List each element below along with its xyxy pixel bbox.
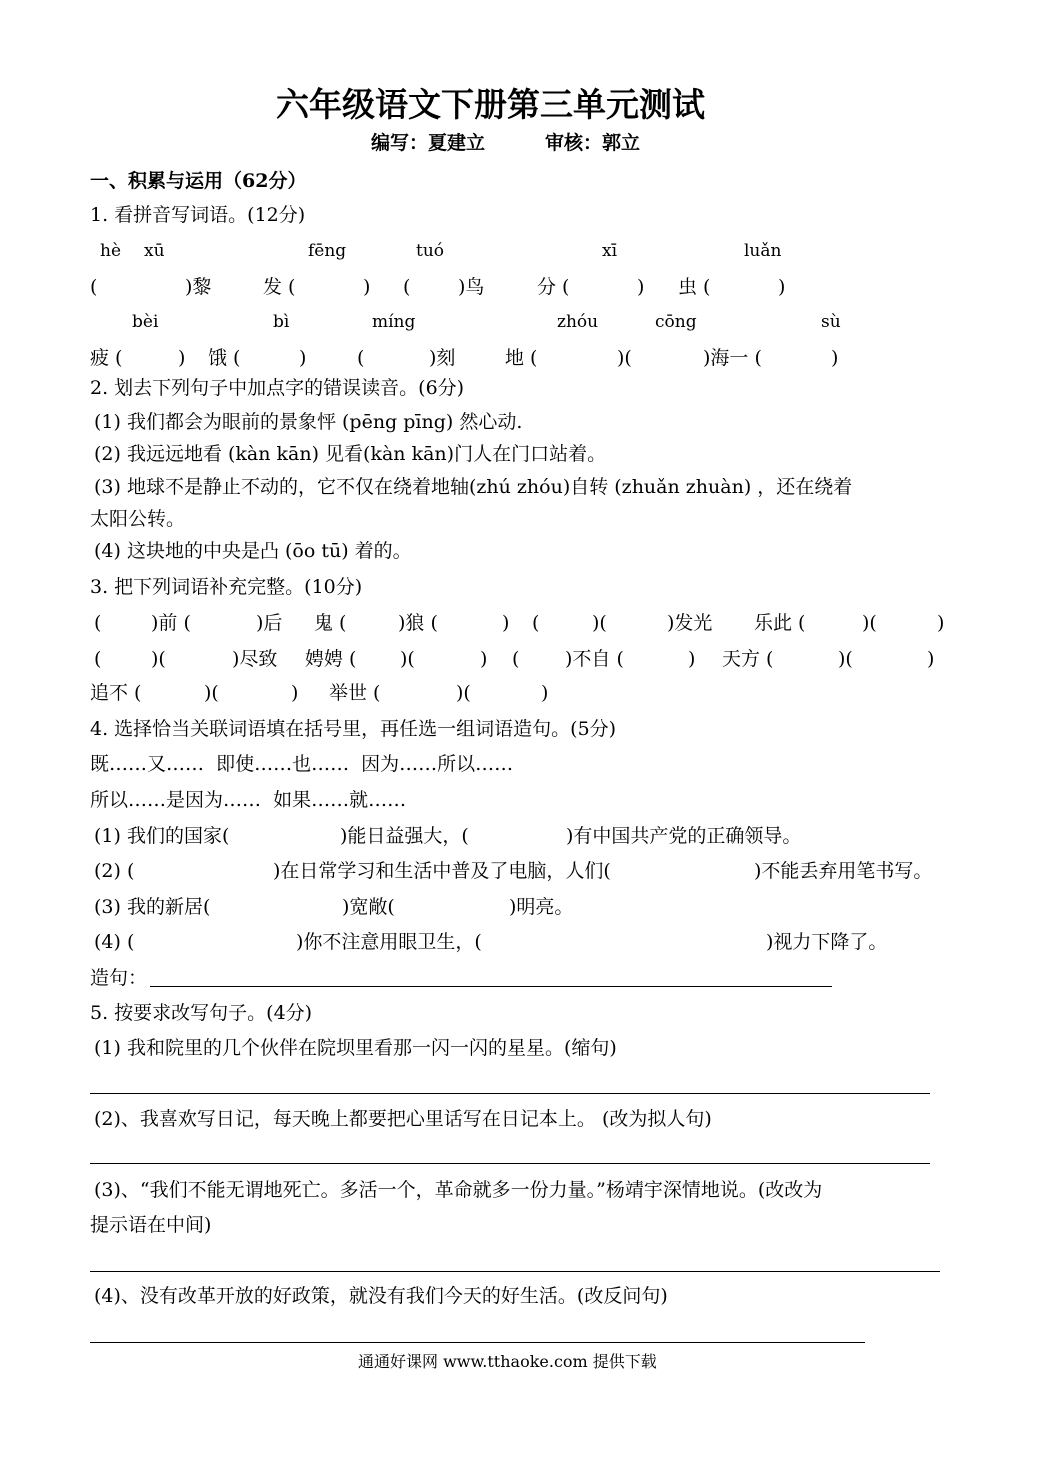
answer-cell: ( <box>357 347 365 369</box>
answer-cell: ) <box>831 347 839 369</box>
fill-cell: ) <box>502 612 510 634</box>
q4-options: 所以……是因为…… 如果……就…… <box>90 789 407 811</box>
answer-cell: )黎 <box>185 276 212 298</box>
fill-cell: )前 ( <box>151 612 191 634</box>
pinyin: bì <box>273 312 290 332</box>
fill-cell: ) <box>541 682 549 704</box>
fill-cell: 鬼 ( <box>314 612 347 634</box>
q2-item: 太阳公转。 <box>90 508 186 530</box>
fill-cell: )( <box>204 682 219 704</box>
q5-title: 5. 按要求改写句子。(4分) <box>90 1002 313 1024</box>
answer-line <box>90 1342 865 1343</box>
pinyin: cōng <box>655 312 697 332</box>
fill-cell: )( <box>151 648 166 670</box>
answer-cell: 虫 ( <box>678 276 711 298</box>
footer-text: 通通好课网 www.tthaoke.com 提供下载 <box>358 1352 657 1371</box>
answer-cell: )鸟 <box>458 276 485 298</box>
q3-title: 3. 把下列词语补充完整。(10分) <box>90 576 363 598</box>
q2-item: (3) 地球不是静止不动的，它不仅在绕着地轴(zhú zhóu)自转 (zhuǎn zhuàn) ，还在绕着 <box>94 476 853 498</box>
page-title: 六年级语文下册第三单元测试 <box>276 85 705 124</box>
q2-item: (4) 这块地的中央是凸 (ōo tū) 着的。 <box>94 540 412 562</box>
q5-item: (1) 我和院里的几个伙伴在院坝里看那一闪一闪的星星。(缩句) <box>94 1037 617 1059</box>
q4-item-part: (2) ( <box>94 860 135 882</box>
answer-cell: )( <box>617 347 632 369</box>
fill-cell: )尽致 <box>232 648 278 670</box>
q4-item-part: )明亮。 <box>509 896 574 918</box>
q5-item: (2)、我喜欢写日记，每天晚上都要把心里话写在日记本上。 (改为拟人句) <box>94 1108 712 1130</box>
fill-cell: )( <box>838 648 853 670</box>
fill-cell: ( <box>94 612 102 634</box>
q4-item-part: )不能丢弃用笔书写。 <box>754 860 933 882</box>
q4-item-part: )有中国共产党的正确领导。 <box>566 825 802 847</box>
author: 编写：夏建立 <box>371 132 486 154</box>
answer-cell: ( <box>403 276 411 298</box>
q5-item: 提示语在中间) <box>90 1214 212 1236</box>
fill-cell: )( <box>456 682 471 704</box>
q5-item: (3)、“我们不能无谓地死亡。多活一个，革命就多一份力量。”杨靖宇深情地说。(改改为 <box>94 1179 823 1201</box>
q4-item-part: )宽敞( <box>342 896 395 918</box>
answer-cell: ) <box>637 276 645 298</box>
fill-cell: ( <box>512 648 520 670</box>
fill-cell: )不自 ( <box>565 648 624 670</box>
pinyin: tuó <box>416 241 445 261</box>
q1-title: 1. 看拼音写词语。(12分) <box>90 204 306 226</box>
q4-item-part: )你不注意用眼卫生，( <box>296 931 482 953</box>
fill-cell: ) <box>480 648 488 670</box>
q4-item-part: )在日常学习和生活中普及了电脑，人们( <box>273 860 611 882</box>
answer-cell: ) <box>299 347 307 369</box>
fill-cell: )狼 ( <box>398 612 438 634</box>
fill-cell: ( <box>94 648 102 670</box>
answer-cell: ( <box>90 276 98 298</box>
answer-cell: 发 ( <box>263 276 296 298</box>
answer-cell: )刻 <box>429 347 456 369</box>
author-line <box>371 134 640 153</box>
q5-item: (4)、没有改革开放的好政策，就没有我们今天的好生活。(改反问句) <box>94 1285 668 1307</box>
answer-line <box>90 1271 940 1272</box>
fill-cell: )( <box>862 612 877 634</box>
fill-cell: ) <box>291 682 299 704</box>
pinyin: míng <box>372 312 416 332</box>
fill-cell: 乐此 ( <box>754 612 806 634</box>
fill-cell: 举世 ( <box>329 682 381 704</box>
fill-cell: ) <box>688 648 696 670</box>
section-heading: 一、积累与运用（62分） <box>90 170 307 192</box>
answer-cell: ) <box>178 347 186 369</box>
q4-item-part: )能日益强大，( <box>340 825 469 847</box>
pinyin: luǎn <box>744 241 782 261</box>
fill-cell: 追不 ( <box>90 682 142 704</box>
fill-cell: 娉娉 ( <box>305 648 357 670</box>
fill-cell: )( <box>400 648 415 670</box>
fill-cell: ) <box>937 612 945 634</box>
answer-cell: 地 ( <box>505 347 538 369</box>
answer-cell: 疲 ( <box>90 347 123 369</box>
pinyin: fēng <box>308 241 347 261</box>
answer-cell: 分 ( <box>537 276 570 298</box>
pinyin: hè <box>100 241 122 261</box>
pinyin: sù <box>821 312 841 332</box>
pinyin: bèi <box>132 312 159 332</box>
fill-cell: 天方 ( <box>722 648 774 670</box>
fill-cell: ) <box>927 648 935 670</box>
answer-line <box>150 986 832 987</box>
q4-item-part: (4) ( <box>94 931 135 953</box>
q2-item: (1) 我们都会为眼前的景象怦 (pēng pīng) 然心动. <box>94 411 523 433</box>
pinyin: xī <box>602 241 618 261</box>
pinyin: xū <box>144 241 165 261</box>
answer-cell: ) <box>363 276 371 298</box>
q4-item-part: )视力下降了。 <box>766 931 888 953</box>
sentence-label: 造句： <box>90 967 148 989</box>
answer-line <box>90 1163 930 1164</box>
answer-cell: 饿 ( <box>208 347 241 369</box>
answer-cell: ) <box>778 276 786 298</box>
fill-cell: ( <box>532 612 540 634</box>
answer-line <box>90 1093 930 1094</box>
q4-options: 既……又…… 即使……也…… 因为……所以…… <box>90 753 514 775</box>
q4-title: 4. 选择恰当关联词语填在括号里，再任选一组词语造句。(5分) <box>90 718 617 740</box>
reviewer: 审核：郭立 <box>545 132 641 154</box>
fill-cell: )( <box>592 612 607 634</box>
fill-cell: )发光 <box>667 612 713 634</box>
q4-item-part: (3) 我的新居( <box>94 896 211 918</box>
q2-title: 2. 划去下列句子中加点字的错误读音。(6分) <box>90 377 465 399</box>
pinyin: zhóu <box>557 312 599 332</box>
answer-cell: )海一 ( <box>703 347 762 369</box>
q2-item: (2) 我远远地看 (kàn kān) 见看(kàn kān)门人在门口站着。 <box>94 443 607 465</box>
fill-cell: )后 <box>256 612 283 634</box>
q4-item-part: (1) 我们的国家( <box>94 825 230 847</box>
